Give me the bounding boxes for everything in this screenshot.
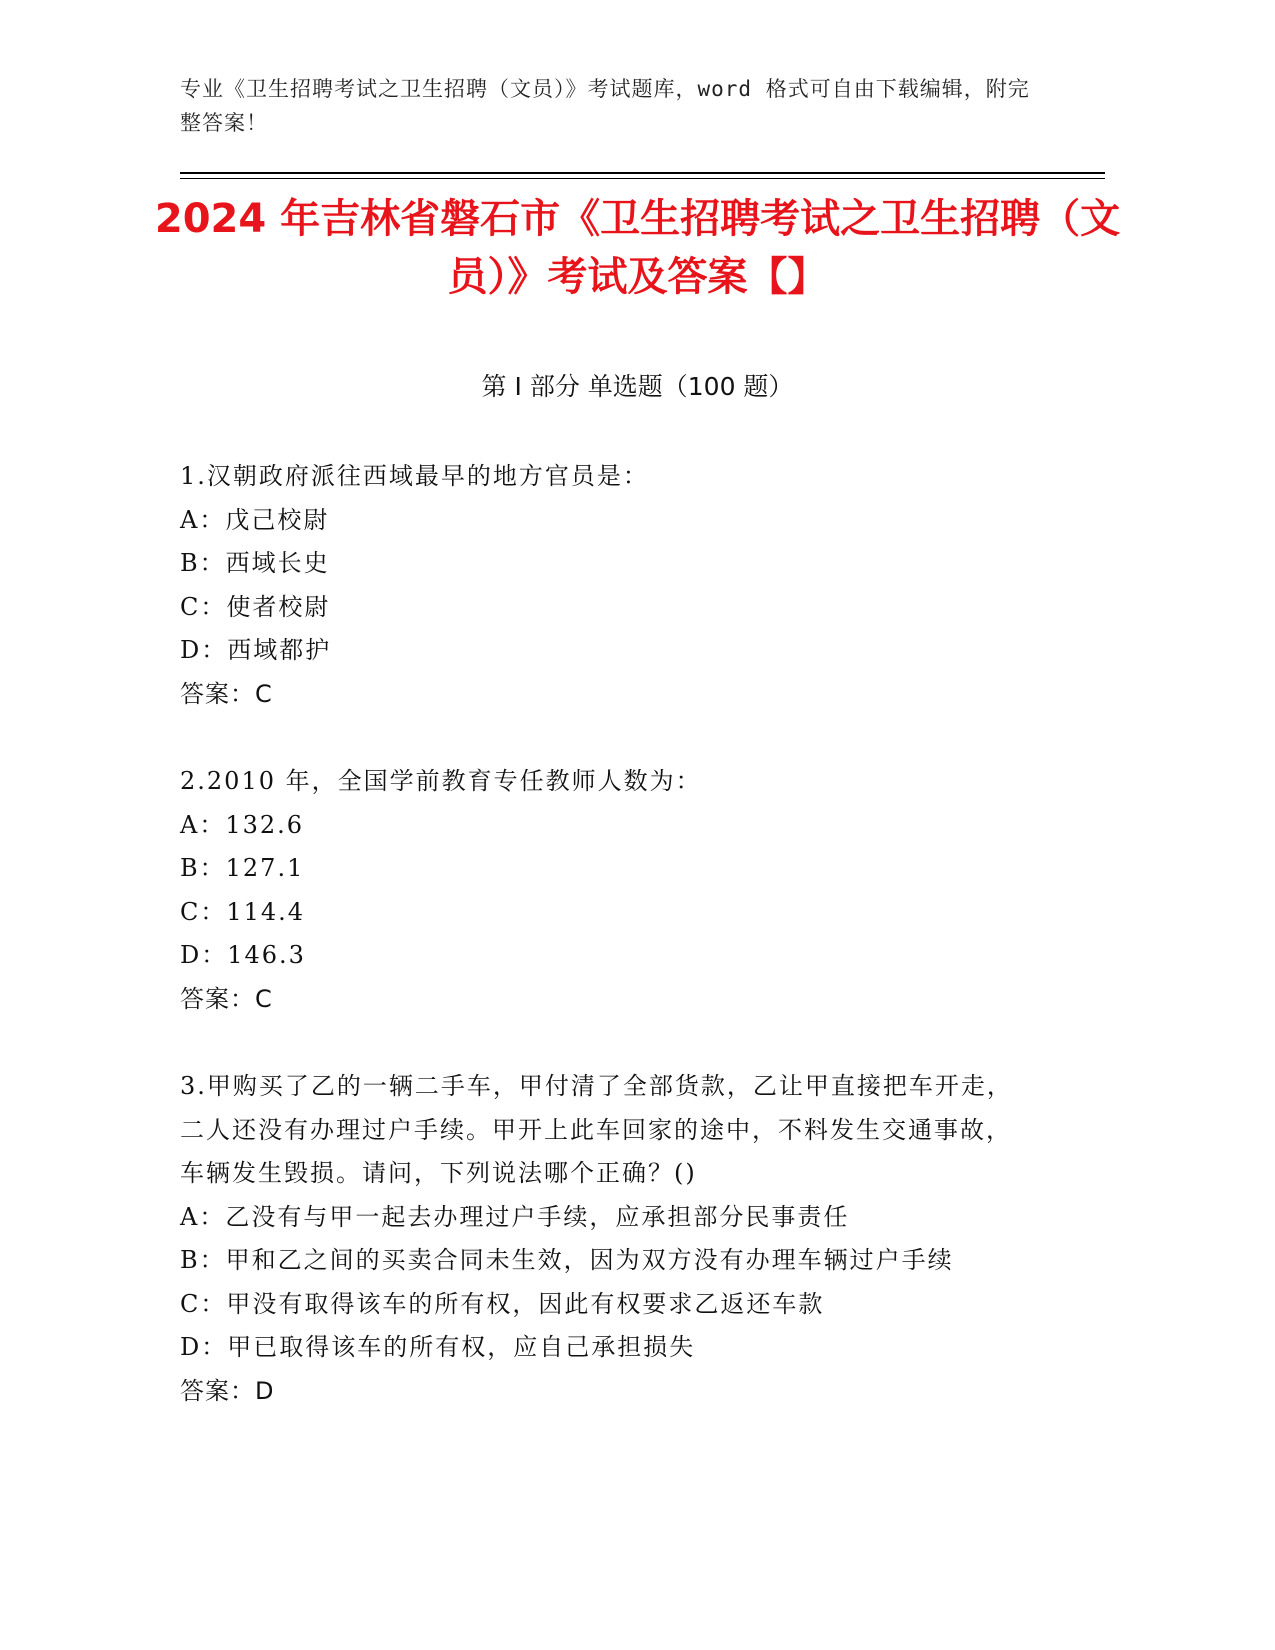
answer-line: 答案：C: [180, 984, 273, 1013]
option-c: C：甲没有取得该车的所有权，因此有权要求乙返还车款: [180, 1289, 825, 1318]
option-b: B：西域长史: [180, 549, 330, 577]
option-c: C：114.4: [180, 897, 306, 926]
question-2: [180, 760, 1030, 1021]
option-b: B：127.1: [180, 854, 305, 882]
option-b: B：甲和乙之间的买卖合同未生效，因为双方没有办理车辆过户手续: [180, 1246, 954, 1274]
question-stem: 2.2010 年，全国学前教育专任教师人数为：: [180, 767, 702, 795]
option-a: A：乙没有与甲一起去办理过户手续，应承担部分民事责任: [180, 1202, 850, 1231]
option-d: D：甲已取得该车的所有权，应自己承担损失: [180, 1333, 696, 1361]
header-rule-thin: [180, 178, 1105, 179]
header-rule-thick: [180, 172, 1105, 174]
answer-line: 答案：D: [180, 1376, 275, 1405]
option-c: C：使者校尉: [180, 592, 331, 621]
question-stem: 1.汉朝政府派往西域最早的地方官员是：: [180, 462, 649, 490]
question-list: [180, 455, 1030, 1457]
answer-line: 答案：C: [180, 679, 273, 708]
question-stem: 3.甲购买了乙的一辆二手车，甲付清了全部货款，乙让甲直接把车开走，二人还没有办理过户手续。甲开上此车回家的途中，不料发生交通事故，车辆发生毁损。请问，下列说法哪个正确？(): [180, 1072, 1013, 1187]
option-d: D：西域都护: [180, 636, 332, 664]
question-1: [180, 455, 1030, 716]
section-heading: 第 I 部分 单选题（100 题）: [481, 372, 794, 401]
question-3: [180, 1065, 1030, 1413]
option-d: D：146.3: [180, 941, 306, 969]
header-note: 专业《卫生招聘考试之卫生招聘（文员）》考试题库，word 格式可自由下载编辑，附完整答案！: [180, 77, 1030, 135]
option-a: A：戊己校尉: [180, 505, 330, 534]
document-title: 2024 年吉林省磐石市《卫生招聘考试之卫生招聘（文员）》考试及答案【】: [154, 196, 1121, 300]
option-a: A：132.6: [180, 810, 305, 839]
